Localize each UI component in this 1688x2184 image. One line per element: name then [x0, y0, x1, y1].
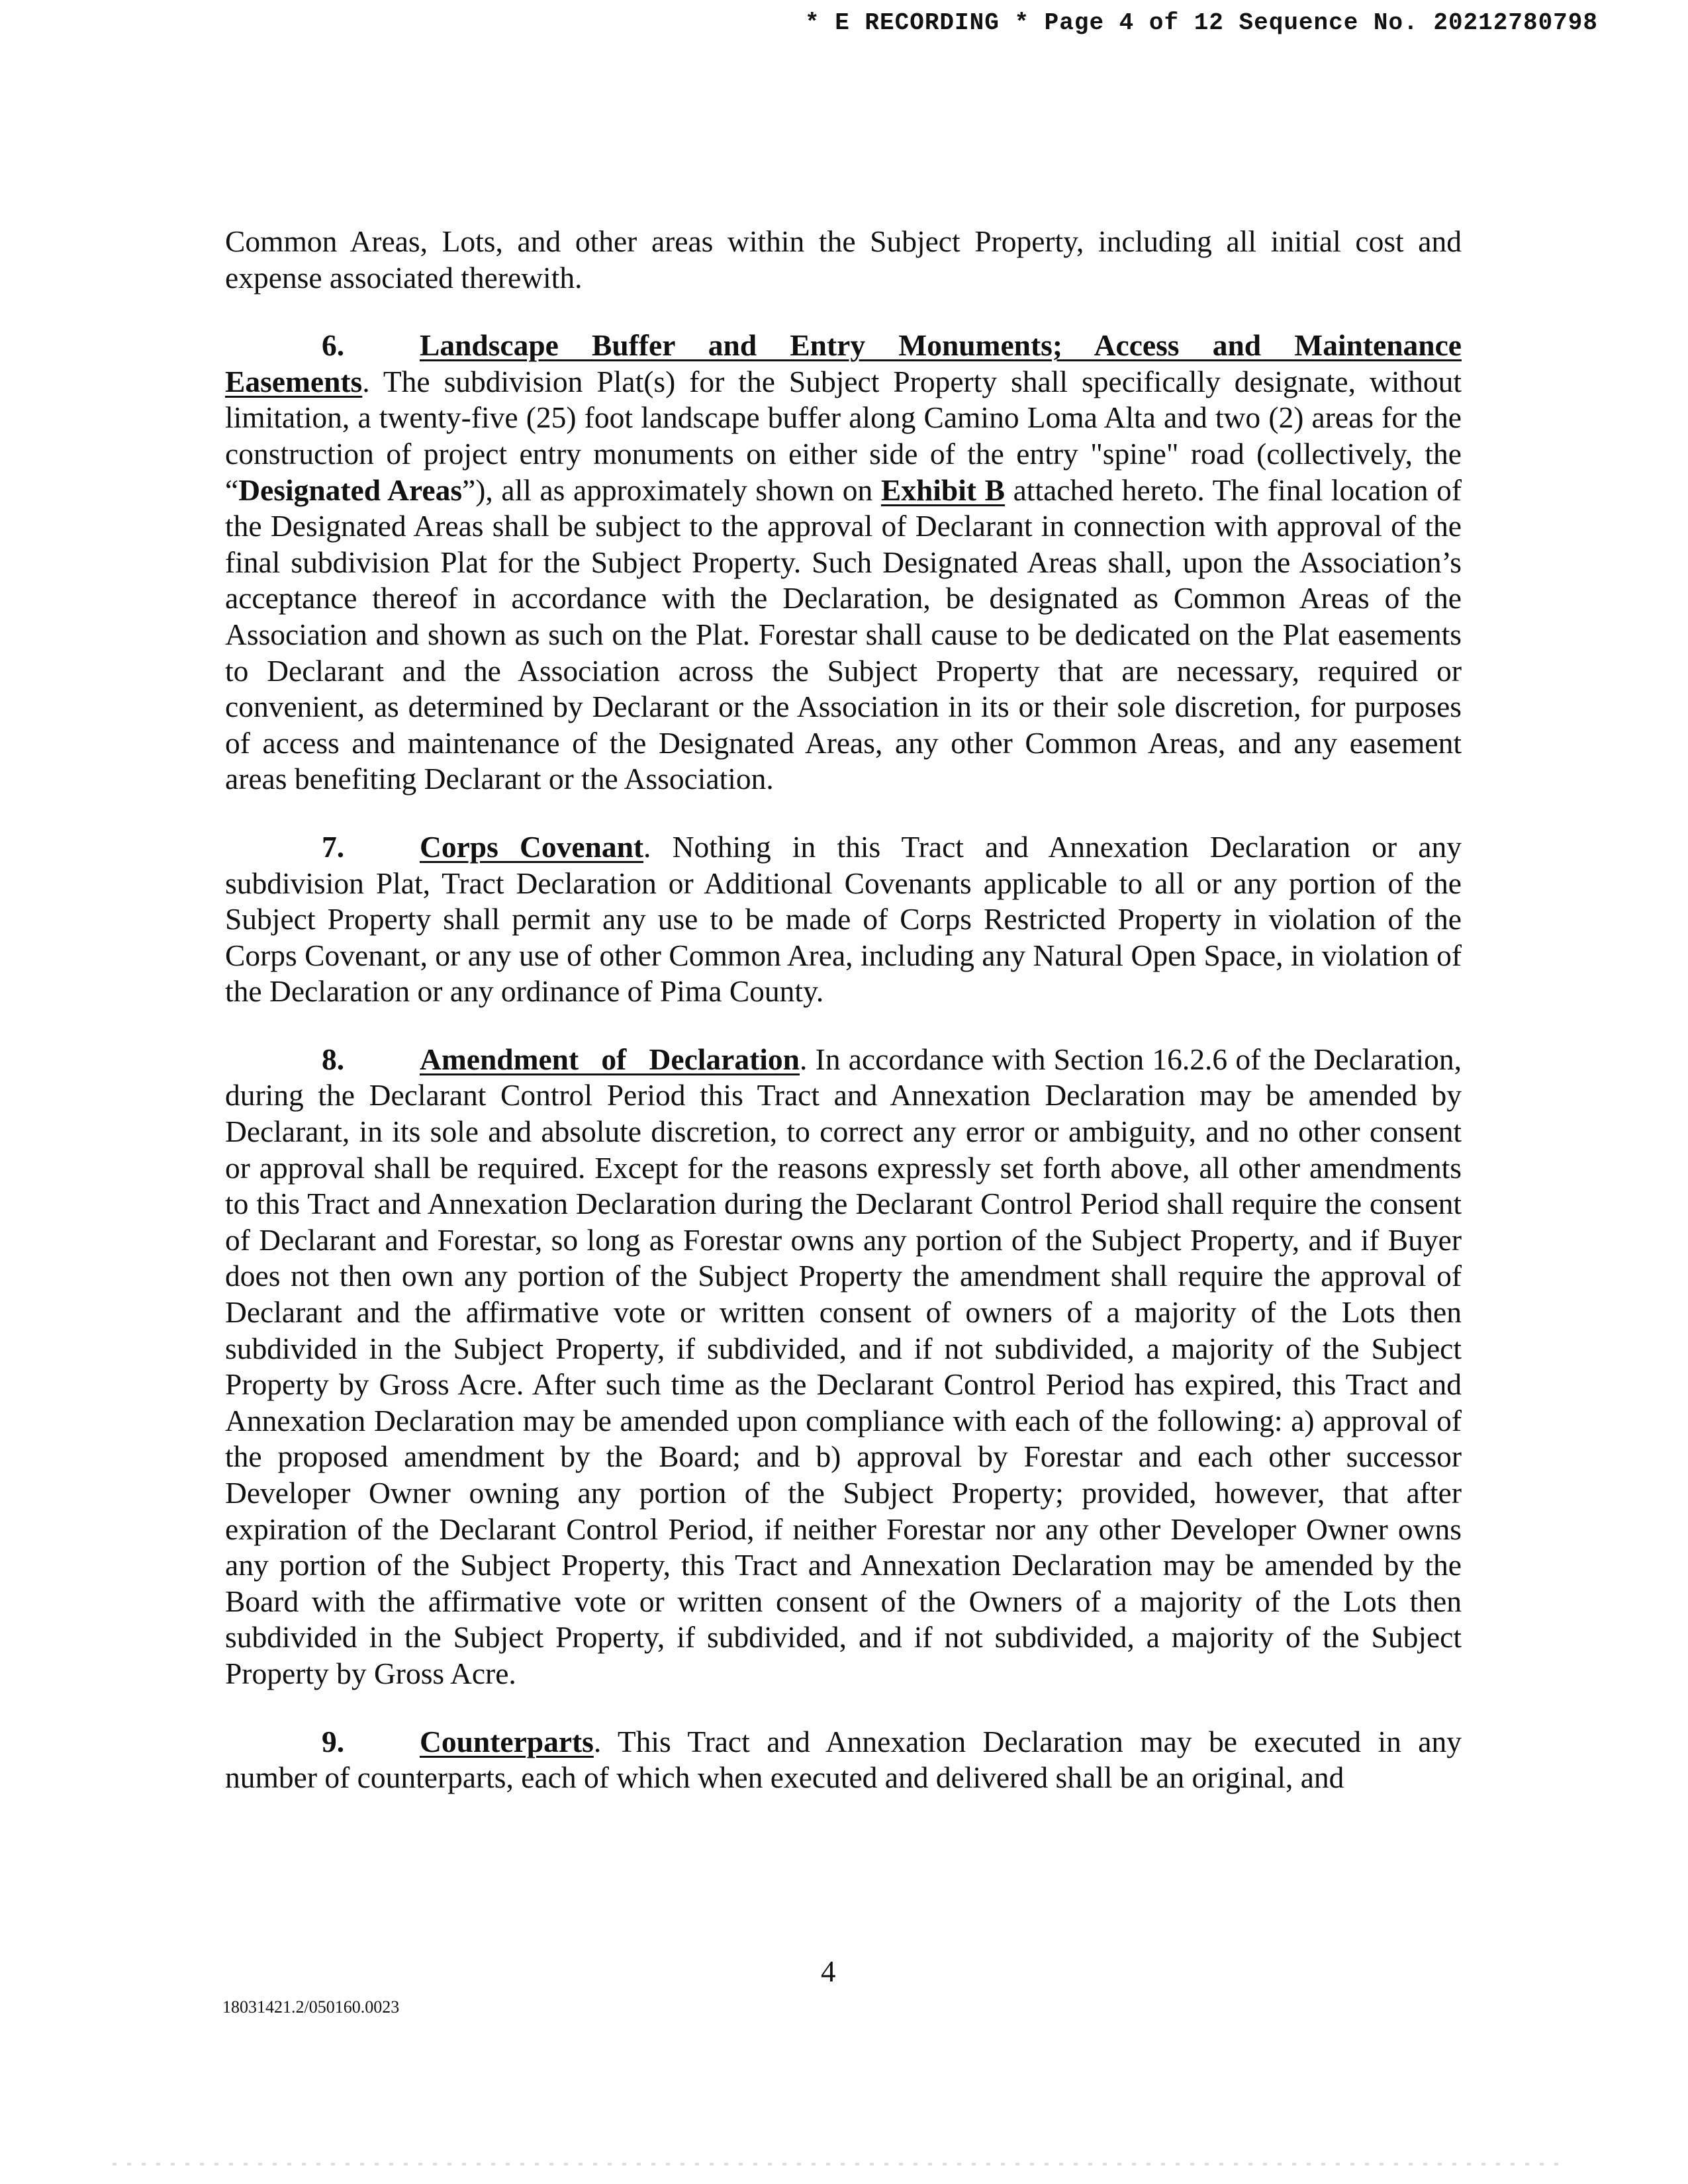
scan-artifact-line — [113, 2163, 1569, 2165]
section-6-text-a: . The subdivision Plat(s) for the Subject Property shall specifically designate, without limitation, a twenty-five (25) foot landscape buffer along Camino Loma Alta and two (2) areas for the construction of project entry monuments on either side of the entry "spine" road (collectively, the “ — [225, 364, 1462, 507]
section-6-text-b: ”), all as approximately shown on — [462, 473, 881, 507]
document-id: 18031421.2/050160.0023 — [222, 1997, 400, 2017]
exhibit-b-reference: Exhibit B — [880, 473, 1005, 507]
section-6-text-c: attached hereto. The final location of the Designated Areas shall be subject to the approval of Declarant in connection with approval of the final subdivision Plat for the Subject Property. Such Designated Areas shall, upon the Association’s acceptance thereof in accordance with the Declaration, be designated as Common Areas of the Association and shown as such on the Plat. Forestar shall cause to be dedicated on the Plat easements to Declarant and the Association across the Subject Property that are necessary, required or convenient, as determined by Declarant or the Association in its or their sole discretion, for purposes of access and maintenance of the Designated Areas, any other Common Areas, and any easement areas benefiting Declarant or the Association. — [225, 473, 1462, 796]
section-8-text: . In accordance with Section 16.2.6 of the Declaration, during the Declarant Control Period this Tract and Annexation Declaration may be amended by Declarant, in its sole and absolute discretion, to correct any error or ambiguity, and no other consent or approval shall be required. Except for the reasons expressly set forth above, all other amendments to this Tract and Annexation Declaration during the Declarant Control Period shall require the consent of Declarant and Forestar, so long as Forestar owns any portion of the Subject Property, and if Buyer does not then own any portion of the Subject Property the amendment shall require the approval of Declarant and the affirmative vote or written consent of owners of a majority of the Lots then subdivided in the Subject Property, if subdivided, and if not subdivided, a majority of the Subject Property by Gross Acre. After such time as the Declarant Control Period has expired, this Tract and Annexation Declaration may be amended upon compliance with each of the following: a) approval of the proposed amendment by the Board; and b) approval by Forestar and each other successor Developer Owner owning any portion of the Subject Property; provided, however, that after expiration of the Declarant Control Period, if neither Forestar nor any other Developer Owner owns any portion of the Subject Property, this Tract and Annexation Declaration may be amended by the Board with the affirmative vote or written consent of the Owners of a majority of the Lots then subdivided in the Subject Property, if subdivided, and if not subdivided, a majority of the Subject Property by Gross Acre. — [225, 1042, 1462, 1690]
recording-header: * E RECORDING * Page 4 of 12 Sequence No. 20212780798 — [805, 9, 1598, 36]
section-6-number: 6. — [322, 328, 345, 363]
section-6-paragraph — [225, 328, 1462, 797]
section-7-text: . Nothing in this Tract and Annexation Declaration or any subdivision Plat, Tract Declaration or Additional Covenants applicable to all or any portion of the Subject Property shall permit any use to be made of Corps Restricted Property in violation of the Corps Covenant, or any use of other Common Area, including any Natural Open Space, in violation of the Declaration or any ordinance of Pima County. — [225, 829, 1462, 1009]
page-number: 4 — [821, 1955, 836, 1988]
section-9-text: . This Tract and Annexation Declaration may be executed in any number of counterparts, each of which when executed and delivered shall be an original, and — [225, 1724, 1462, 1795]
section-8-number: 8. — [322, 1042, 345, 1076]
section-9-paragraph — [225, 1724, 1462, 1796]
section-9-number: 9. — [322, 1724, 345, 1758]
designated-areas-term: Designated Areas — [238, 473, 463, 507]
section-9-title: Counterparts — [420, 1724, 594, 1758]
section-8-paragraph — [225, 1042, 1462, 1692]
section-8-title: Amendment of Declaration — [420, 1042, 800, 1076]
section-7-number: 7. — [322, 829, 345, 864]
section-7-title: Corps Covenant — [420, 829, 644, 864]
section-7-paragraph — [225, 829, 1462, 1010]
continuation-paragraph: Common Areas, Lots, and other areas within the Subject Property, including all initial cost and expense associated therewith. — [225, 224, 1462, 295]
document-body — [225, 224, 1462, 1828]
section-6-title: Landscape Buffer and Entry Monuments; Access and Maintenance Easements — [225, 328, 1462, 398]
